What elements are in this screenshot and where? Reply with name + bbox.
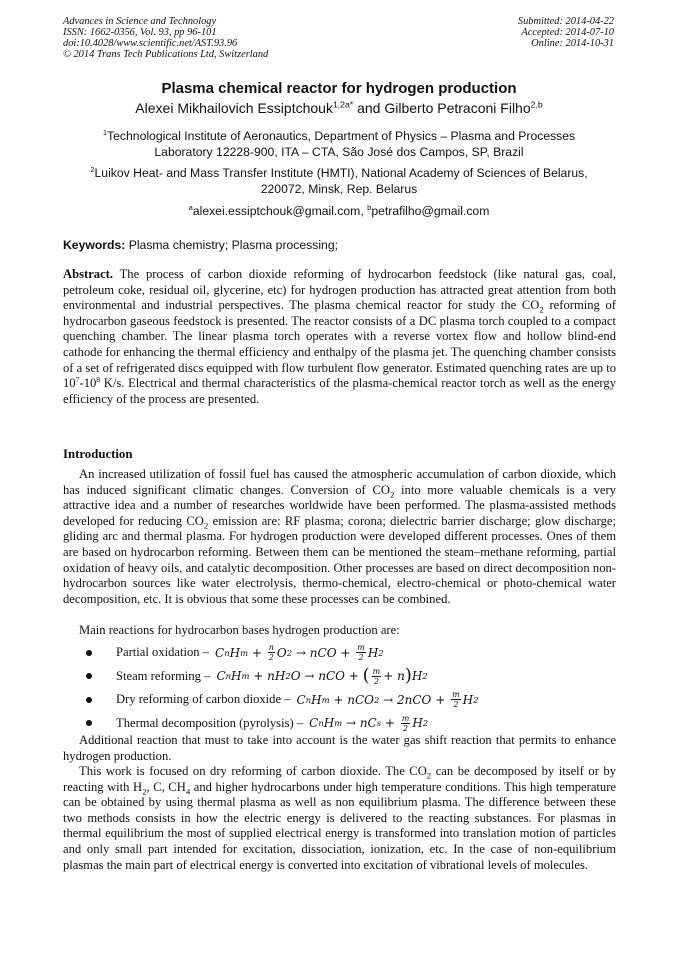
affil-1-marker: 1 xyxy=(102,127,108,137)
email-b-marker: b xyxy=(367,202,372,212)
intro-text: An increased utilization of fossil fuel has caused the atmospheric accumulation of carbon dioxide, which has induced significant climatic changes. Conversion of CO xyxy=(63,467,616,497)
intro-sub: 2 xyxy=(426,770,432,781)
intro-paragraph-3: Additional reaction that must to take into account is the water gas shift reaction that permits to enhance hydrogen production. xyxy=(63,733,616,763)
abstract-text: K/s. Electrical and thermal characteristics of the plasma-chemical reactor torch as well as the energy efficiency of the process are presented. xyxy=(63,376,616,406)
bullet-icon xyxy=(86,673,92,679)
equation-steam-reforming: C n H m + nH 2 O → nCO + ( $\frac{m}{2}$ + n ) H 2 xyxy=(216,665,428,687)
affil-2-marker: 2 xyxy=(90,164,95,174)
intro-text: This work is focused on dry reforming of carbon dioxide. The CO xyxy=(79,764,427,778)
author-list xyxy=(0,100,678,116)
journal-copyright: © 2014 Trans Tech Publications Ltd, Switzerland xyxy=(63,49,269,60)
affiliation-1 xyxy=(60,128,618,160)
affil-2-line-1: Luikov Heat- and Mass Transfer Institute (HMTI), National Academy of Sciences of Belarus, xyxy=(94,166,588,180)
affiliation-2 xyxy=(60,165,618,197)
intro-text: emission are: RF plasma; corona; dielectric barrier discharge; glow discharge; gliding arc and thermal plasma. For hydrogen production were developed different processes. Ones of them are based on hydrocarbon reforming. Between them can be mentioned the steam–methane reforming, partial oxidation of heavy oils, and catalytic decomposition. Other processes are based on direct decomposition non-hydrocarbon sources like water electrolysis, thermo-chemical, electro-chemical or photo-chemical water decomposition, etc. It is obvious that some these processes can be combined. xyxy=(63,513,616,606)
journal-header-right xyxy=(518,16,614,49)
paper-title: Plasma chemical reactor for hydrogen production xyxy=(161,80,517,97)
abstract-sub: 2 xyxy=(539,304,544,315)
author-2: Gilberto Petraconi Filho xyxy=(384,100,531,116)
abstract-text: The process of carbon dioxide reforming of hydrocarbon feedstock (like natural gas, coal, petroleum coke, residual oil, glycerine, etc) for hydrogen production has attracted great attention from both environmental and industrial perspectives. The plasma chemical reactor for study the CO xyxy=(63,267,616,313)
author-1-affil: 1,2a* xyxy=(332,99,354,110)
email-b-link[interactable]: petrafilho@gmail.com xyxy=(371,204,490,218)
reaction-name: Thermal decomposition (pyrolysis) – xyxy=(116,715,304,730)
email-a-marker: a xyxy=(188,202,193,212)
affil-1-line-2: Laboratory 12228-900, ITA – CTA, São José dos Campos, SP, Brazil xyxy=(154,145,524,159)
email-a-link[interactable]: alexei.essiptchouk@gmail.com, xyxy=(192,204,368,218)
intro-text: and higher hydrocarbons under high temperature conditions. This high temperature can be obtained by using thermal plasma as well as non equilibrium plasma. The difference between these two methods consists in how the electric energy is delivered to the reacting substances. For plasmas in thermal equilibrium the most of supplied electrical energy is transformed into translation motion of particles and only small part intended for excitation, dissociation, ionization, etc. In the case of non-equilibrium plasmas the main part of electrical energy is converted into excitation of vibrational levels of molecules. xyxy=(63,779,617,872)
email-line xyxy=(0,204,678,218)
list-item xyxy=(86,712,616,736)
abstract xyxy=(63,267,616,407)
intro-text: , C, CH xyxy=(146,779,186,794)
online-date: Online: 2014-10-31 xyxy=(531,38,614,49)
intro-sub: 2 xyxy=(142,786,147,797)
list-item xyxy=(86,665,616,689)
abstract-text: reforming of hydrocarbon gaseous feedstock is presented. The reactor consists of a DC plasma torch coupled to a compact quenching chamber. The linear plasma torch operates with a reverse vortex flow and hollow blind-end cathode for enhancing the thermal efficiency and enthalpy of the plasma jet. The quenching chamber consists of a set of refrigerated discs equipped with flow turbulent flow generator. Estimated quenching rates are up to 10 xyxy=(63,298,616,391)
bullet-icon xyxy=(86,720,92,726)
journal-issn: ISSN: 1662-0356, Vol. 93, pp 96-101 xyxy=(63,27,217,38)
accepted-date: Accepted: 2014-07-10 xyxy=(521,27,614,38)
equation-dry-reforming: C n H m + nCO 2 → 2nCO + $\frac{m}{2}$ H 2 xyxy=(296,690,479,710)
intro-sub: 2 xyxy=(389,489,395,500)
intro-paragraph-1 xyxy=(63,467,616,607)
keywords-label: Keywords: xyxy=(63,238,126,252)
intro-sub: 4 xyxy=(185,786,191,797)
intro-text: into more valuable chemicals is a very attractive idea and a number of researches worldwide have been performed. The plasma-assisted methods developed for reducing CO xyxy=(63,482,616,528)
bullet-icon xyxy=(86,650,92,656)
keywords-text: Plasma chemistry; Plasma processing; xyxy=(125,238,338,252)
list-item xyxy=(86,688,616,712)
intro-paragraph-2: Main reactions for hydrocarbon bases hydrogen production are: xyxy=(79,623,400,637)
equation-partial-oxidation: C n H m + $\frac{n}{2}$ O 2 → nCO + $\frac{m}{2}$ H 2 xyxy=(215,643,384,663)
intro-sub: 2 xyxy=(203,520,209,531)
reaction-name: Steam reforming – xyxy=(116,668,211,683)
affil-2-line-2: 220072, Minsk, Rep. Belarus xyxy=(260,182,418,196)
journal-name: Advances in Science and Technology xyxy=(63,16,217,27)
journal-header-left xyxy=(63,16,268,60)
author-and: and xyxy=(353,100,385,116)
keywords xyxy=(63,238,616,252)
journal-doi: doi:10.4028/www.scientific.net/AST.93.96 xyxy=(63,38,238,49)
intro-paragraph-4 xyxy=(63,764,616,873)
abstract-text: -10 xyxy=(79,376,97,391)
abstract-sup: 7 xyxy=(75,374,80,384)
abstract-label: Abstract. xyxy=(63,267,114,281)
author-2-affil: 2,b xyxy=(530,99,543,110)
intro-text: can be decomposed by itself or by reacting with H xyxy=(63,764,616,794)
author-1: Alexei Mikhailovich Essiptchouk xyxy=(135,100,333,116)
list-item xyxy=(86,641,616,665)
reaction-list xyxy=(86,641,616,735)
affil-1-line-1: Technological Institute of Aeronautics, Department of Physics – Plasma and Processes xyxy=(107,129,576,143)
reaction-name: Partial oxidation – xyxy=(116,645,210,660)
submitted-date: Submitted: 2014-04-22 xyxy=(517,16,614,27)
reaction-name: Dry reforming of carbon dioxide – xyxy=(116,692,291,707)
section-heading-introduction: Introduction xyxy=(63,447,133,461)
bullet-icon xyxy=(86,697,92,703)
equation-pyrolysis: C n H m → nC s + $\frac{m}{2}$ H 2 xyxy=(309,713,429,733)
abstract-sup: 8 xyxy=(96,374,101,384)
